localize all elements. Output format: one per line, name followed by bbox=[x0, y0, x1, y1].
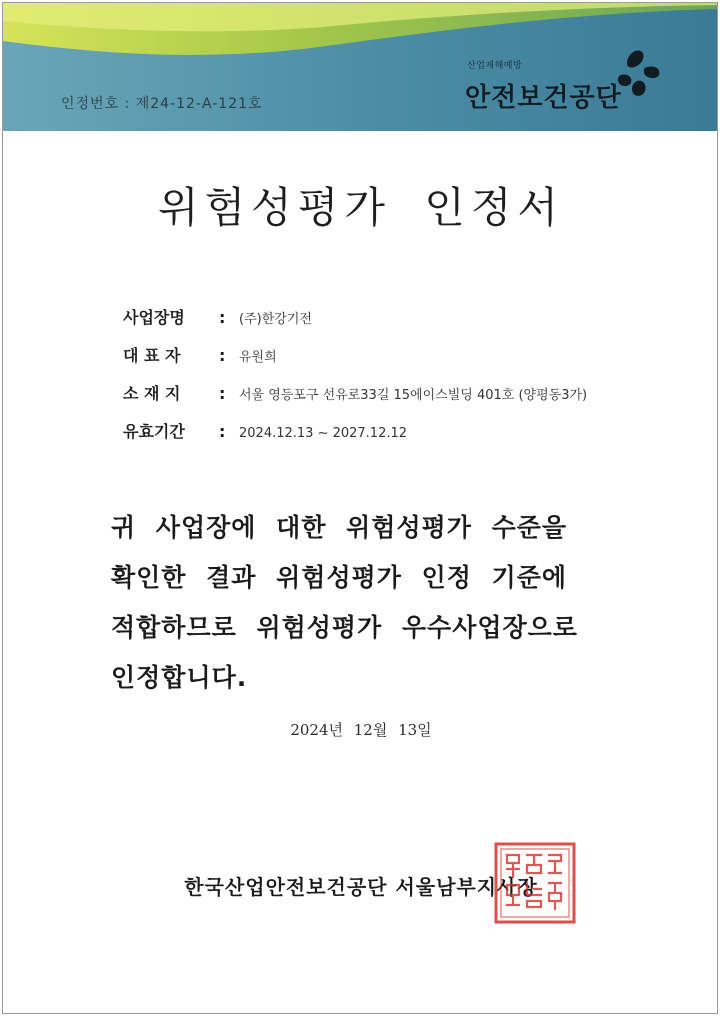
issuer-name: 한국산업안전보건공단 서울남부지사장 bbox=[184, 875, 538, 899]
info-label: 대 표 자 bbox=[123, 346, 181, 365]
statement-line: 적합하므로 위험성평가 우수사업장으로 bbox=[111, 613, 578, 642]
statement-line: 확인한 결과 위험성평가 인정 기준에 bbox=[111, 563, 568, 592]
page-title: 위험성평가 인정서 bbox=[158, 183, 564, 232]
logo-title: 안전보건공단 bbox=[465, 83, 622, 113]
official-seal-icon bbox=[493, 841, 577, 925]
certificate-number: 인정번호 : 제24-12-A-121호 bbox=[61, 96, 263, 112]
info-table bbox=[123, 305, 683, 457]
info-row-address bbox=[123, 381, 683, 419]
info-label: 소 재 지 bbox=[123, 384, 181, 403]
info-label: 유효기간 bbox=[123, 422, 185, 441]
certification-statement bbox=[111, 503, 651, 703]
certificate-page bbox=[2, 2, 718, 1014]
info-colon: : bbox=[219, 422, 226, 441]
kosha-emblem-icon bbox=[615, 47, 663, 99]
info-value: 서울 영등포구 선유로33길 15에이스빌딩 401호 (양평동3가) bbox=[239, 388, 588, 403]
statement-line: 인정합니다. bbox=[111, 663, 248, 692]
issue-date: 2024년 12월 13일 bbox=[290, 721, 432, 739]
info-value: 유원희 bbox=[239, 350, 277, 365]
info-colon: : bbox=[219, 308, 226, 327]
info-row-validity bbox=[123, 419, 683, 457]
info-value: 2024.12.13 ~ 2027.12.12 bbox=[239, 426, 408, 441]
info-colon: : bbox=[219, 346, 226, 365]
info-row-representative bbox=[123, 343, 683, 381]
info-colon: : bbox=[219, 384, 226, 403]
info-label: 사업장명 bbox=[123, 308, 185, 327]
statement-line: 귀 사업장에 대한 위험성평가 수준을 bbox=[111, 513, 568, 542]
info-value: (주)한강기전 bbox=[239, 312, 312, 327]
info-row-business-name bbox=[123, 305, 683, 343]
logo-subtitle: 산업재해예방 bbox=[467, 61, 523, 71]
